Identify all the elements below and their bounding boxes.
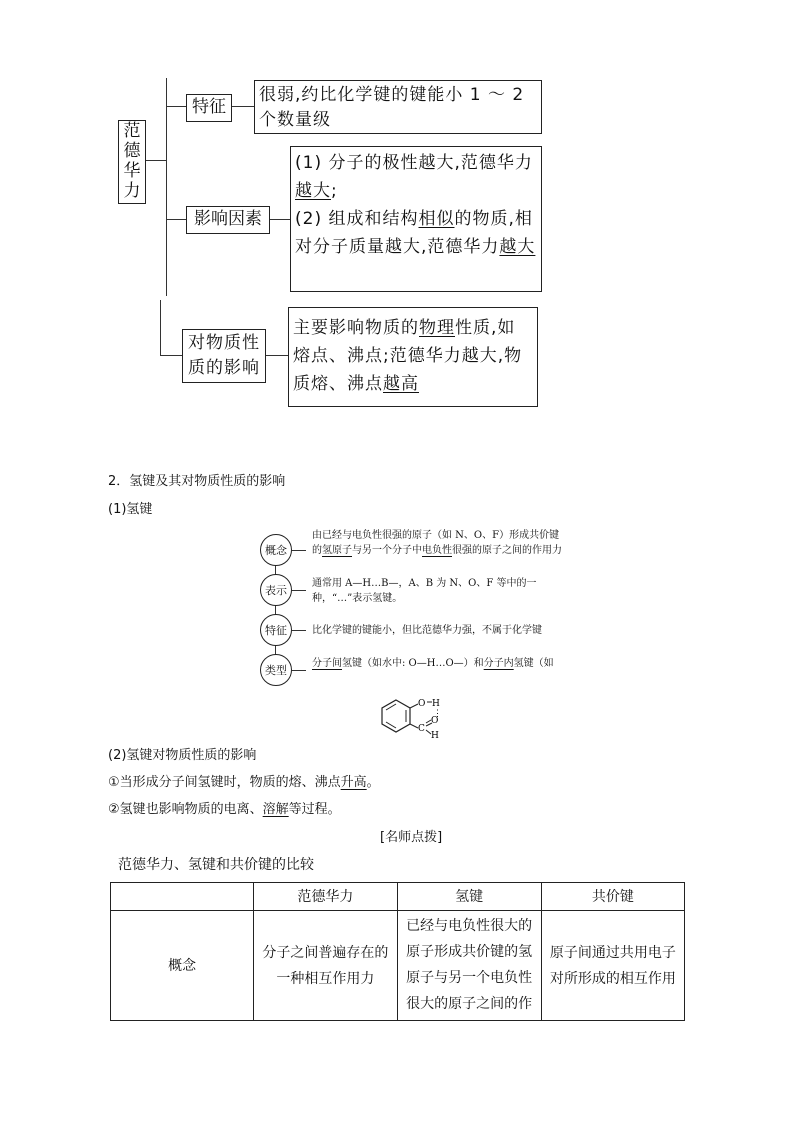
hbond-node-feature: 特征 — [260, 614, 292, 646]
table-header-vdw: 范德华力 — [254, 883, 397, 911]
connector-branch-3 — [160, 355, 182, 356]
hbond-text-types: 分子间氢键（如水中: O—H…O—）和分子内氢键（如 — [312, 658, 554, 669]
table-header-row — [111, 883, 685, 911]
hbond-node-concept: 概念 — [260, 534, 292, 566]
hbond-text-concept: 由已经与电负性很强的原子（如 N、O、F）形成共价键的氢原子与另一个分子中电负性很强的原子之间的作用力 — [312, 530, 562, 556]
paragraph-ionization: ②氢键也影响物质的电离、溶解等过程。 — [108, 802, 341, 817]
effects-pre: 主要影响物质的 — [293, 318, 419, 338]
comparison-table — [110, 882, 685, 1021]
factors-item2-underlined-2: 越大 — [499, 237, 536, 257]
atom-h1: H — [432, 699, 440, 709]
connector-feature-content — [232, 106, 254, 107]
vdw-root-box — [118, 120, 146, 204]
branch-label-effects: 对物质性质的影响 — [188, 333, 260, 378]
paragraph-melting-point: ①当形成分子间氢键时，物质的熔、沸点升高。 — [108, 775, 380, 790]
connector-spine-top — [166, 78, 167, 296]
factors-item2-underlined-1: 相似 — [418, 209, 455, 229]
table-header-covalent: 共价键 — [541, 883, 684, 911]
table-cell-covalent-concept: 原子间通过共用电子 对所形成的相互作用 — [541, 911, 684, 1021]
connector-factors-content — [270, 219, 290, 220]
effects-mid: 性质,如熔点、沸点;范德华力越大,物质熔、沸点 — [293, 318, 523, 394]
salicylaldehyde-structure-diagram — [374, 692, 464, 742]
hbond-connector-feature — [292, 630, 306, 631]
connector-spine-bottom — [160, 300, 161, 356]
hbond-connector-concept — [292, 550, 306, 551]
connector-effects-content — [266, 355, 288, 356]
branch-content-feature: 很弱,约比化学键的键能小 1 ～ 2 个数量级 — [259, 85, 525, 130]
effects-underlined-1: 物理 — [419, 318, 455, 338]
hbond-connector-types — [292, 670, 306, 671]
effects-underlined-2: 越高 — [383, 374, 419, 394]
bond-ring-c — [410, 724, 418, 728]
connector-branch-2 — [166, 219, 186, 220]
branch-content-box-factors — [290, 146, 542, 292]
connector-branch-1 — [166, 106, 186, 107]
branch-label-box-factors — [186, 206, 270, 234]
comparison-title: 范德华力、氢键和共价键的比较 — [118, 857, 314, 873]
section-heading: 2．氢键及其对物质性质的影响 — [108, 474, 286, 489]
hbond-connector-notation — [292, 590, 306, 591]
table-row — [111, 911, 685, 1021]
teacher-tip-label: [名师点拨] — [380, 830, 443, 845]
table-row-label: 概念 — [111, 911, 254, 1021]
subsection-hbond: (1)氢键 — [108, 502, 153, 517]
hbond-text-notation: 通常用 A—H…B—，A、B 为 N、O、F 等中的一种，“…”表示氢键。 — [312, 578, 537, 604]
branch-label-box-effects — [182, 329, 266, 383]
branch-label-feature: 特征 — [192, 97, 226, 117]
connector-root — [146, 160, 166, 161]
hbond-spine — [275, 548, 276, 668]
branch-content-box-effects — [288, 307, 538, 407]
hbond-dots: ⋮ — [433, 709, 442, 719]
table-cell-hbond-concept: 已经与电负性很大的 原子形成共价键的氢 原子与另一个电负性 很大的原子之间的作 — [397, 911, 541, 1021]
branch-content-box-feature — [254, 80, 542, 134]
atom-o1: O — [418, 699, 426, 709]
hbond-node-types: 类型 — [260, 654, 292, 686]
factors-item1-underlined: 越大 — [295, 181, 331, 201]
branch-content-effects — [293, 314, 533, 398]
atom-c: C — [418, 724, 425, 734]
subsection-effects: (2)氢键对物质性质的影响 — [108, 748, 257, 763]
atom-h2: H — [431, 731, 439, 741]
factors-item2-pre: (2) 组成和结构 — [295, 209, 419, 229]
factors-item1-pre: (1) 分子的极性越大,范德华力 — [295, 153, 533, 173]
bond-ring-o — [410, 704, 418, 708]
branch-label-box-feature — [186, 94, 232, 122]
atom-o2: O — [431, 716, 439, 726]
branch-label-factors: 影响因素 — [194, 209, 262, 229]
factors-item2-mid: 的物质,相对分子质量越大,范德华力 — [295, 209, 533, 257]
table-header-empty — [111, 883, 254, 911]
table-cell-vdw-concept: 分子之间普遍存在的 一种相互作用力 — [254, 911, 397, 1021]
hbond-text-feature: 比化学键的键能小，但比范德华力强，不属于化学键 — [312, 625, 542, 636]
branch-content-factors — [295, 149, 537, 261]
factors-item1-post: ; — [331, 181, 338, 201]
hbond-node-notation: 表示 — [260, 574, 292, 606]
table-header-hbond: 氢键 — [397, 883, 541, 911]
vdw-root-label: 范德华力 — [123, 121, 141, 201]
